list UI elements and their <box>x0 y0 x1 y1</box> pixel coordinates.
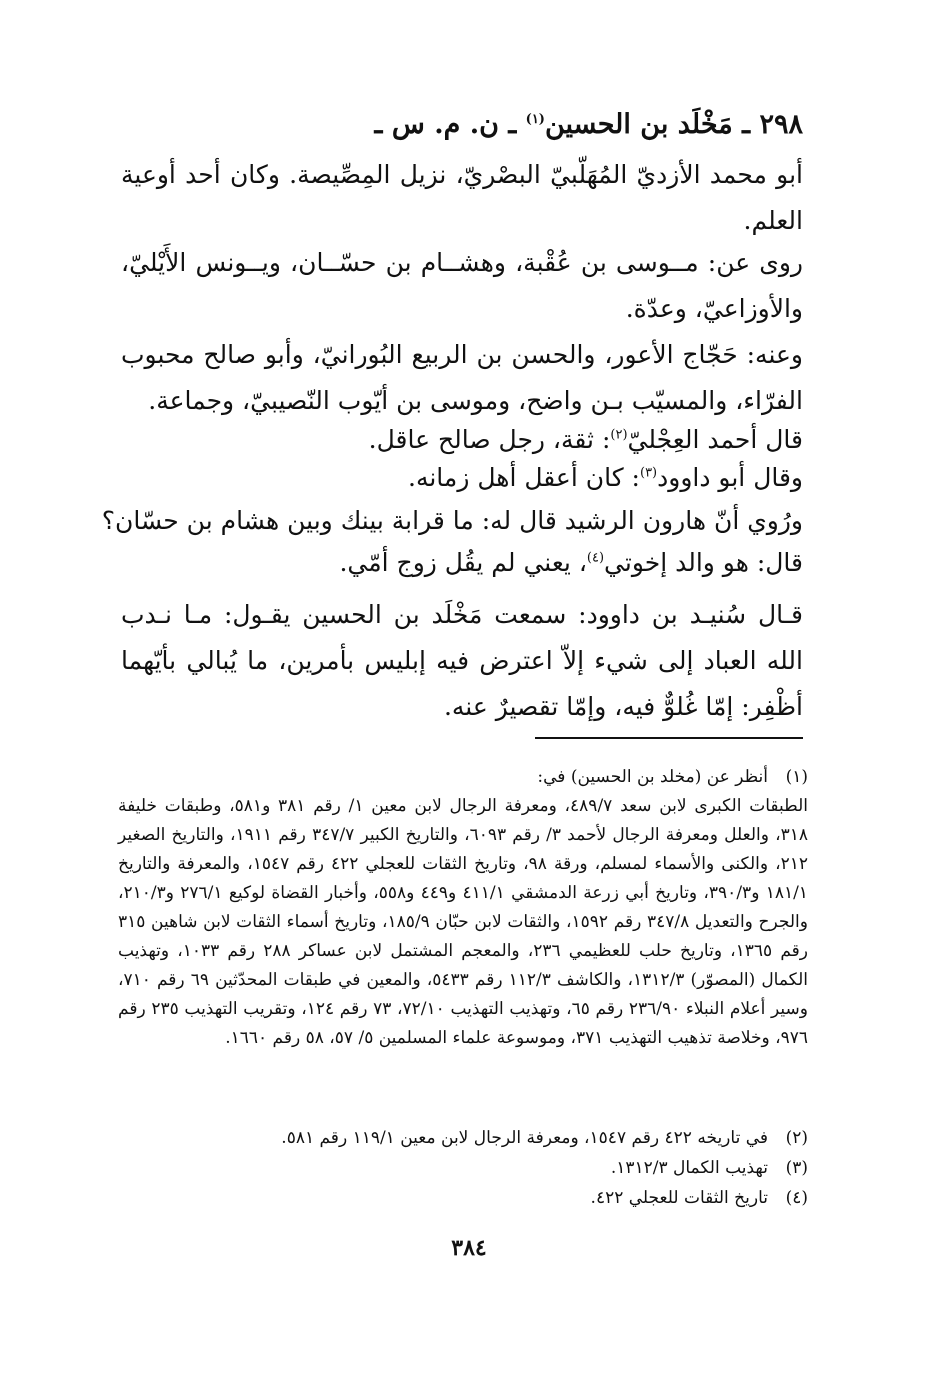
footnote-1-body: الطبقات الكبرى لابن سعد ٤٨٩/٧، ومعرفة الرجال لابن معين ١/ رقم ٣٨١ و٥٨١، وطبقات خليفة ٣١٨، والعلل ومعرفة الرجال لأحمد ٣/ رقم ٦٠٩٣، والتاريخ الكبير ٣٤٧/٧ رقم ١٩١١، والتاريخ الصغير ٢١٢، والكنى والأسماء لمسلم، ورقة ٩٨، وتاريخ الثقات للعجلي ٤٢٢ رقم ١٥٤٧، والمعرفة والتاريخ ١٨١/١ و٣٩٠/٣، وتاريخ أبي زرعة الدمشقي ٤١١/١ و٤٤٩ و٥٥٨، وأخبار القضاة لوكيع ٢٧٦/١ و٢١٠/٣، والجرح والتعديل ٣٤٧/٨ رقم ١٥٩٢، والثقات لابن حبّان ١٨٥/٩، وتاريخ أسماء الثقات لابن شاهين ٣١٥ رقم ١٣٦٥، وتاريخ حلب للعظيمي ٢٣٦، والمعجم المشتمل لابن عساكر ٢٨٨ رقم ١٠٣٣، وتهذيب الكمال (المصوّر) ١٣١٢/٣، والكاشف ١١٢/٣ رقم ٥٤٣٣، والمعين في طبقات المحدّثين ٦٩ رقم ٧١٠، وسير أعلام النبلاء ٢٣٦/٩٠ رقم ٦٥، وتهذيب التهذيب ٧٢/١٠، ٧٣ رقم ١٢٤، وتقريب التهذيب ٢٣٥ رقم ٩٧٦، وخلاصة تذهيب التهذيب ٣٧١، وموسوعة علماء المسلمين ٥/ ٥٧، ٥٨ رقم ١٦٦٠. <box>118 796 808 1048</box>
quote-abu-dawud-text: وقال أبو داوود <box>657 463 803 492</box>
footnote-4-text: تاريخ الثقات للعجلي ٤٢٢. <box>590 1188 768 1208</box>
footnote-1-head-text: أنظر عن (مخلد بن الحسين) في: <box>537 767 768 787</box>
footnote-1-heading <box>118 763 808 792</box>
closing-paragraph: قـال سُنيـد بن داوود: سمعت مَخْلَد بن الحسين يقـول: مـا نـدب الله العباد إلى شيء إلاّ اعترض فيه إبليس بأمرين، ما يُبالي بأيّهما أظْفِر: إمّا غُلوٌّ فيه، وإمّا تقصيرٌ عنه. <box>121 600 803 721</box>
footnote-1-number: (١) <box>785 767 808 787</box>
footnote-marker-2[interactable]: (٢) <box>610 427 628 443</box>
quote-abu-dawud <box>121 455 803 501</box>
footnote-3-text: تهذيب الكمال ١٣١٢/٣. <box>610 1158 768 1178</box>
footnote-3-number: (٣) <box>785 1158 808 1178</box>
page-number: ٣٨٤ <box>451 1235 487 1261</box>
biography-paragraph: أبو محمد الأزديّ المُهَلّبيّ البصْريّ، نزيل المِصِّيصة. وكان أحد أوعية العلم. <box>121 160 803 235</box>
quote-abu-dawud-content: : كان أعقل أهل زمانه. <box>408 463 640 492</box>
footnote-marker-4[interactable]: (٤) <box>586 550 605 566</box>
quote-reply <box>121 540 803 586</box>
footnote-4-number: (٤) <box>785 1188 808 1208</box>
quote-ijli-text: قال أحمد العِجْليّ <box>627 425 803 454</box>
narrated-by-paragraph: وعنه: حَجّاج الأعور، والحسن بن الربيع البُورانيّ، وأبو صالح محبوب الفرّاء، والمسيّب بـن واضح، وموسى بن أيّوب النّصيبيّ، وجماعة. <box>121 340 803 415</box>
footnote-marker-3[interactable]: (٣) <box>639 465 658 481</box>
footnote-marker-1[interactable]: (١) <box>525 112 545 127</box>
quote-ijli-content: : ثقة، رجل صالح عاقل. <box>368 425 611 454</box>
quote-harun-rashid: ورُوي أنّ هارون الرشيد قال له: ما قرابة بينك وبين هشام بن حسّان؟ <box>101 506 803 535</box>
footnote-divider <box>535 737 803 739</box>
footnote-2 <box>118 1124 808 1153</box>
entry-title-text: ٢٩٨ ـ مَخْلَد بن الحسين <box>544 109 803 140</box>
narrated-from-paragraph: روى عن: مــوسى بن عُقْبة، وهشــام بن حسّــان، ويــونس الأَيْليّ، والأوزاعيّ، وعدّة. <box>121 248 803 323</box>
entry-heading <box>123 100 803 150</box>
footnote-4 <box>118 1184 808 1213</box>
quote-reply-text: قال: هو والد إخوتي <box>604 548 803 577</box>
footnote-2-text: في تاريخه ٤٢٢ رقم ١٥٤٧، ومعرفة الرجال لابن معين ١١٩/١ رقم ٥٨١. <box>281 1128 768 1148</box>
entry-title-suffix: ـ ن. م. س ـ <box>374 109 526 140</box>
quote-reply-content: ، يعني لم يقُل زوج أمّي. <box>339 548 587 577</box>
footnote-2-number: (٢) <box>785 1128 808 1148</box>
footnote-3 <box>118 1154 808 1183</box>
